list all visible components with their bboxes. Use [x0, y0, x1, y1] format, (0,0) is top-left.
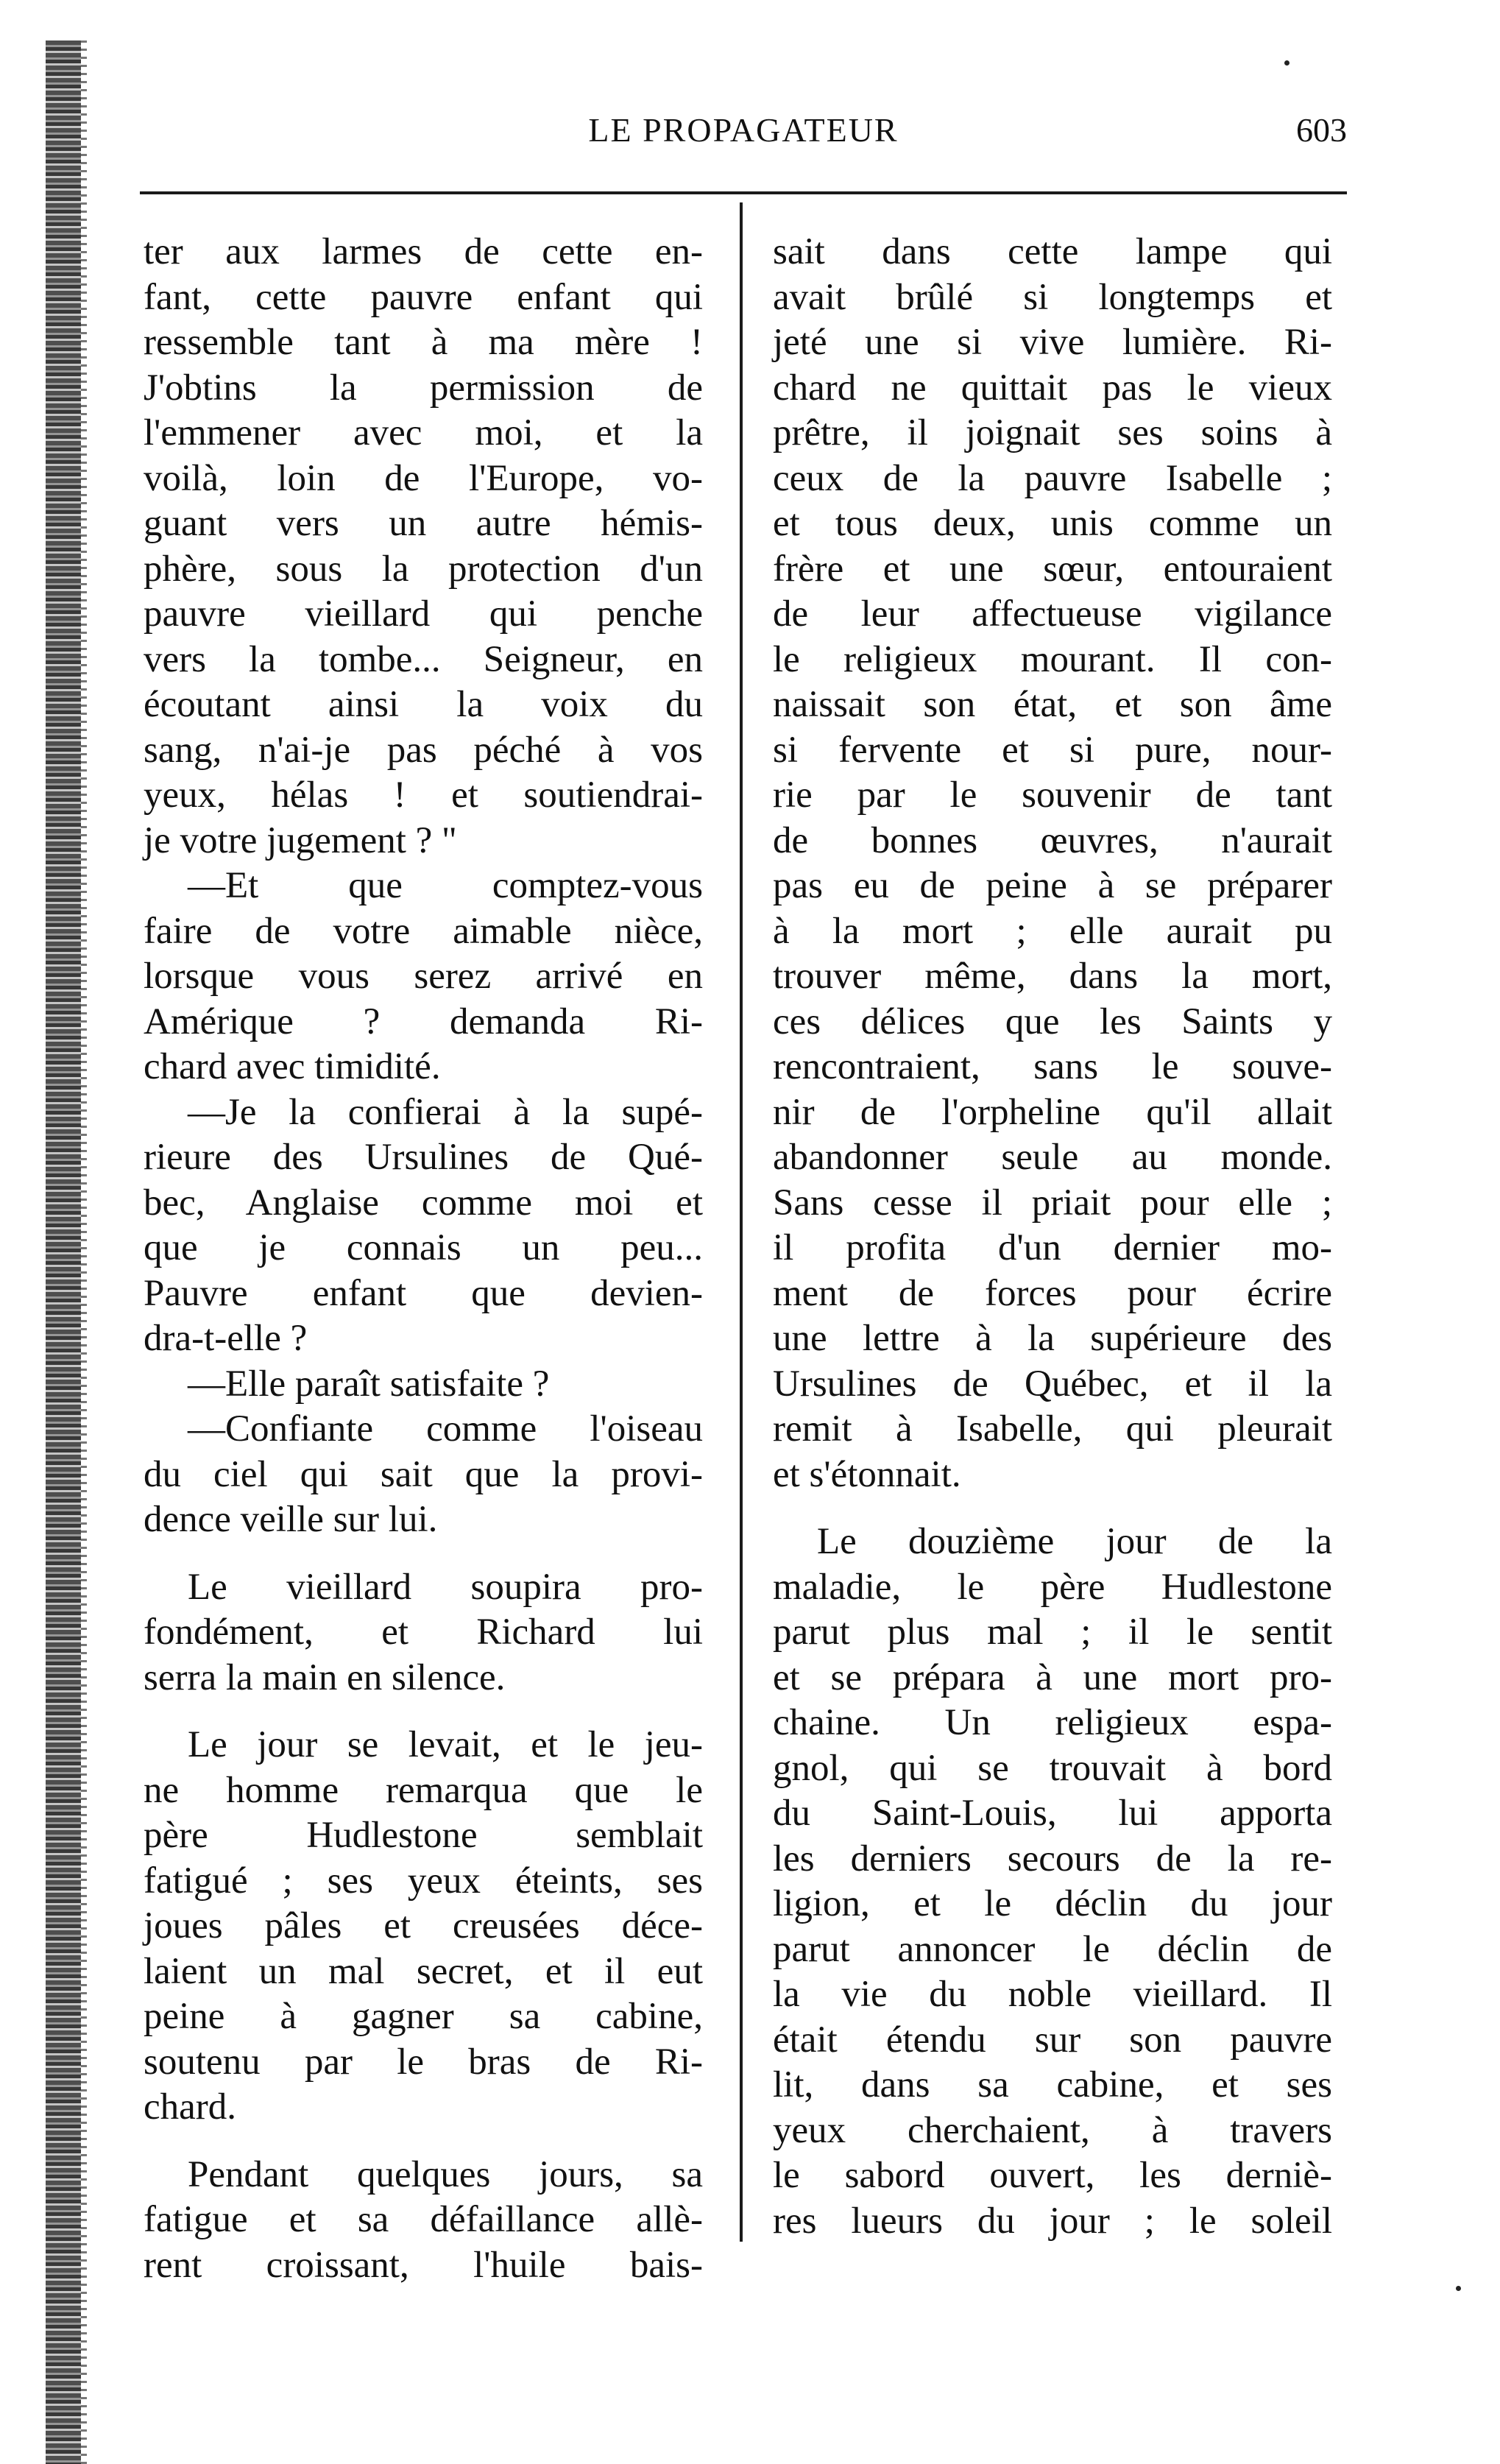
text-line: remit à Isabelle, qui pleurait: [773, 1408, 1332, 1450]
text-line: sang, n'ai-je pas péché à vos: [144, 729, 703, 771]
text-line: et se prépara à une mort pro-: [773, 1656, 1332, 1698]
paragraph-gap: [144, 2131, 703, 2153]
text-line: faire de votre aimable nièce,: [144, 910, 703, 952]
text-line: Amérique ? demanda Ri-: [144, 1000, 703, 1042]
text-line: ces délices que les Saints y: [773, 1000, 1332, 1042]
text-line: écoutant ainsi la voix du: [144, 684, 703, 725]
text-line: rent croissant, l'huile bais-: [144, 2244, 703, 2286]
column-divider: [740, 202, 743, 2242]
text-line: à la mort ; elle aurait pu: [773, 910, 1332, 952]
text-line: —Je la confierai à la supé-: [188, 1091, 703, 1133]
text-line: ceux de la pauvre Isabelle ;: [773, 457, 1332, 499]
text-line: de bonnes œuvres, n'aurait: [773, 819, 1332, 861]
text-line: ligion, et le déclin du jour: [773, 1883, 1332, 1924]
text-line: chaine. Un religieux espa-: [773, 1702, 1332, 1743]
text-line: avait brûlé si longtemps et: [773, 276, 1332, 318]
text-line: jeté une si vive lumière. Ri-: [773, 322, 1332, 363]
ink-speck: [1456, 2286, 1461, 2291]
text-line: Le jour se levait, et le jeu-: [188, 1724, 703, 1765]
text-line: sait dans cette lampe qui: [773, 231, 1332, 272]
text-line: les derniers secours de la re-: [773, 1838, 1332, 1879]
text-line: peine à gagner sa cabine,: [144, 1996, 703, 2037]
page-header: [140, 110, 1347, 155]
text-line: yeux, hélas ! et soutiendrai-: [144, 774, 703, 816]
text-line: prêtre, il joignait ses soins à: [773, 412, 1332, 453]
text-line: parut annoncer le déclin de: [773, 1928, 1332, 1970]
header-rule: [140, 191, 1347, 194]
paragraph-gap: [773, 1497, 1332, 1519]
text-line: guant vers un autre hémis-: [144, 503, 703, 544]
right-text-column: [773, 230, 1332, 2244]
text-line: ment de forces pour écrire: [773, 1272, 1332, 1314]
text-line: abandonner seule au monde.: [773, 1137, 1332, 1178]
text-line: pauvre vieillard qui penche: [144, 593, 703, 635]
text-line: naissait son état, et son âme: [773, 684, 1332, 725]
text-line: frère et une sœur, entouraient: [773, 548, 1332, 590]
text-line: phère, sous la protection d'un: [144, 548, 703, 590]
text-line: yeux cherchaient, à travers: [773, 2109, 1332, 2151]
ink-speck: [1284, 60, 1289, 66]
paragraph-gap: [144, 1701, 703, 1723]
text-line: pas eu de peine à se préparer: [773, 865, 1332, 906]
page-number: 603: [1296, 111, 1347, 149]
page-gutter-shadow: [81, 40, 87, 2464]
text-line: Le vieillard soupira pro-: [188, 1566, 703, 1608]
text-line: nir de l'orpheline qu'il allait: [773, 1091, 1332, 1133]
text-line: gnol, qui se trouvait à bord: [773, 1747, 1332, 1789]
text-line: le sabord ouvert, les derniè-: [773, 2155, 1332, 2196]
text-line: était étendu sur son pauvre: [773, 2019, 1332, 2061]
left-text-column: [144, 230, 703, 2288]
text-line: et s'étonnait.: [773, 1453, 961, 1495]
text-line: que je connais un peu...: [144, 1227, 703, 1268]
text-line: rieure des Ursulines de Qué-: [144, 1137, 703, 1178]
text-line: je votre jugement ? ": [144, 819, 457, 861]
book-spine-edge: [46, 40, 81, 2464]
text-line: et tous deux, unis comme un: [773, 503, 1332, 544]
text-line: la vie du noble vieillard. Il: [773, 1974, 1332, 2015]
text-line: il profita d'un dernier mo-: [773, 1227, 1332, 1268]
text-line: ne homme remarqua que le: [144, 1769, 703, 1811]
text-line: dra-t-elle ?: [144, 1318, 308, 1359]
text-line: —Elle paraît satisfaite ?: [188, 1363, 550, 1405]
text-line: chard ne quittait pas le vieux: [773, 367, 1332, 409]
text-line: parut plus mal ; il le sentit: [773, 1612, 1332, 1653]
text-line: Pauvre enfant que devien-: [144, 1272, 703, 1314]
text-line: fant, cette pauvre enfant qui: [144, 276, 703, 318]
text-line: trouver même, dans la mort,: [773, 956, 1332, 997]
text-line: vers la tombe... Seigneur, en: [144, 638, 703, 680]
text-line: lorsque vous serez arrivé en: [144, 956, 703, 997]
text-line: fatigué ; ses yeux éteints, ses: [144, 1860, 703, 1902]
text-line: ressemble tant à ma mère !: [144, 322, 703, 363]
running-title: LE PROPAGATEUR: [588, 111, 899, 149]
text-line: fatigue et sa défaillance allè-: [144, 2199, 703, 2240]
text-line: si fervente et si pure, nour-: [773, 729, 1332, 771]
text-line: lit, dans sa cabine, et ses: [773, 2064, 1332, 2105]
text-line: chard.: [144, 2086, 237, 2128]
text-line: soutenu par le bras de Ri-: [144, 2041, 703, 2083]
text-line: père Hudlestone semblait: [144, 1815, 703, 1856]
text-line: Le douzième jour de la: [817, 1521, 1332, 1562]
text-line: ter aux larmes de cette en-: [144, 231, 703, 272]
text-line: de leur affectueuse vigilance: [773, 593, 1332, 635]
text-line: serra la main en silence.: [144, 1656, 506, 1698]
text-line: laient un mal secret, et il eut: [144, 1950, 703, 1992]
text-line: voilà, loin de l'Europe, vo-: [144, 457, 703, 499]
text-line: Ursulines de Québec, et il la: [773, 1363, 1332, 1405]
text-line: Sans cesse il priait pour elle ;: [773, 1182, 1332, 1224]
text-line: —Confiante comme l'oiseau: [188, 1408, 703, 1450]
text-line: —Et que comptez-vous: [188, 865, 703, 906]
text-line: du Saint-Louis, lui apporta: [773, 1793, 1332, 1834]
paragraph-gap: [144, 1543, 703, 1565]
text-line: le religieux mourant. Il con-: [773, 638, 1332, 680]
text-line: joues pâles et creusées déce-: [144, 1905, 703, 1946]
text-line: une lettre à la supérieure des: [773, 1318, 1332, 1359]
text-line: rencontraient, sans le souve-: [773, 1046, 1332, 1087]
text-line: du ciel qui sait que la provi-: [144, 1453, 703, 1495]
text-line: dence veille sur lui.: [144, 1499, 438, 1540]
text-line: chard avec timidité.: [144, 1046, 441, 1087]
text-line: bec, Anglaise comme moi et: [144, 1182, 703, 1224]
text-line: res lueurs du jour ; le soleil: [773, 2200, 1332, 2242]
text-line: J'obtins la permission de: [144, 367, 703, 409]
text-line: l'emmener avec moi, et la: [144, 412, 703, 453]
text-line: maladie, le père Hudlestone: [773, 1566, 1332, 1608]
text-line: Pendant quelques jours, sa: [188, 2153, 703, 2195]
text-line: rie par le souvenir de tant: [773, 774, 1332, 816]
text-line: fondément, et Richard lui: [144, 1612, 703, 1653]
